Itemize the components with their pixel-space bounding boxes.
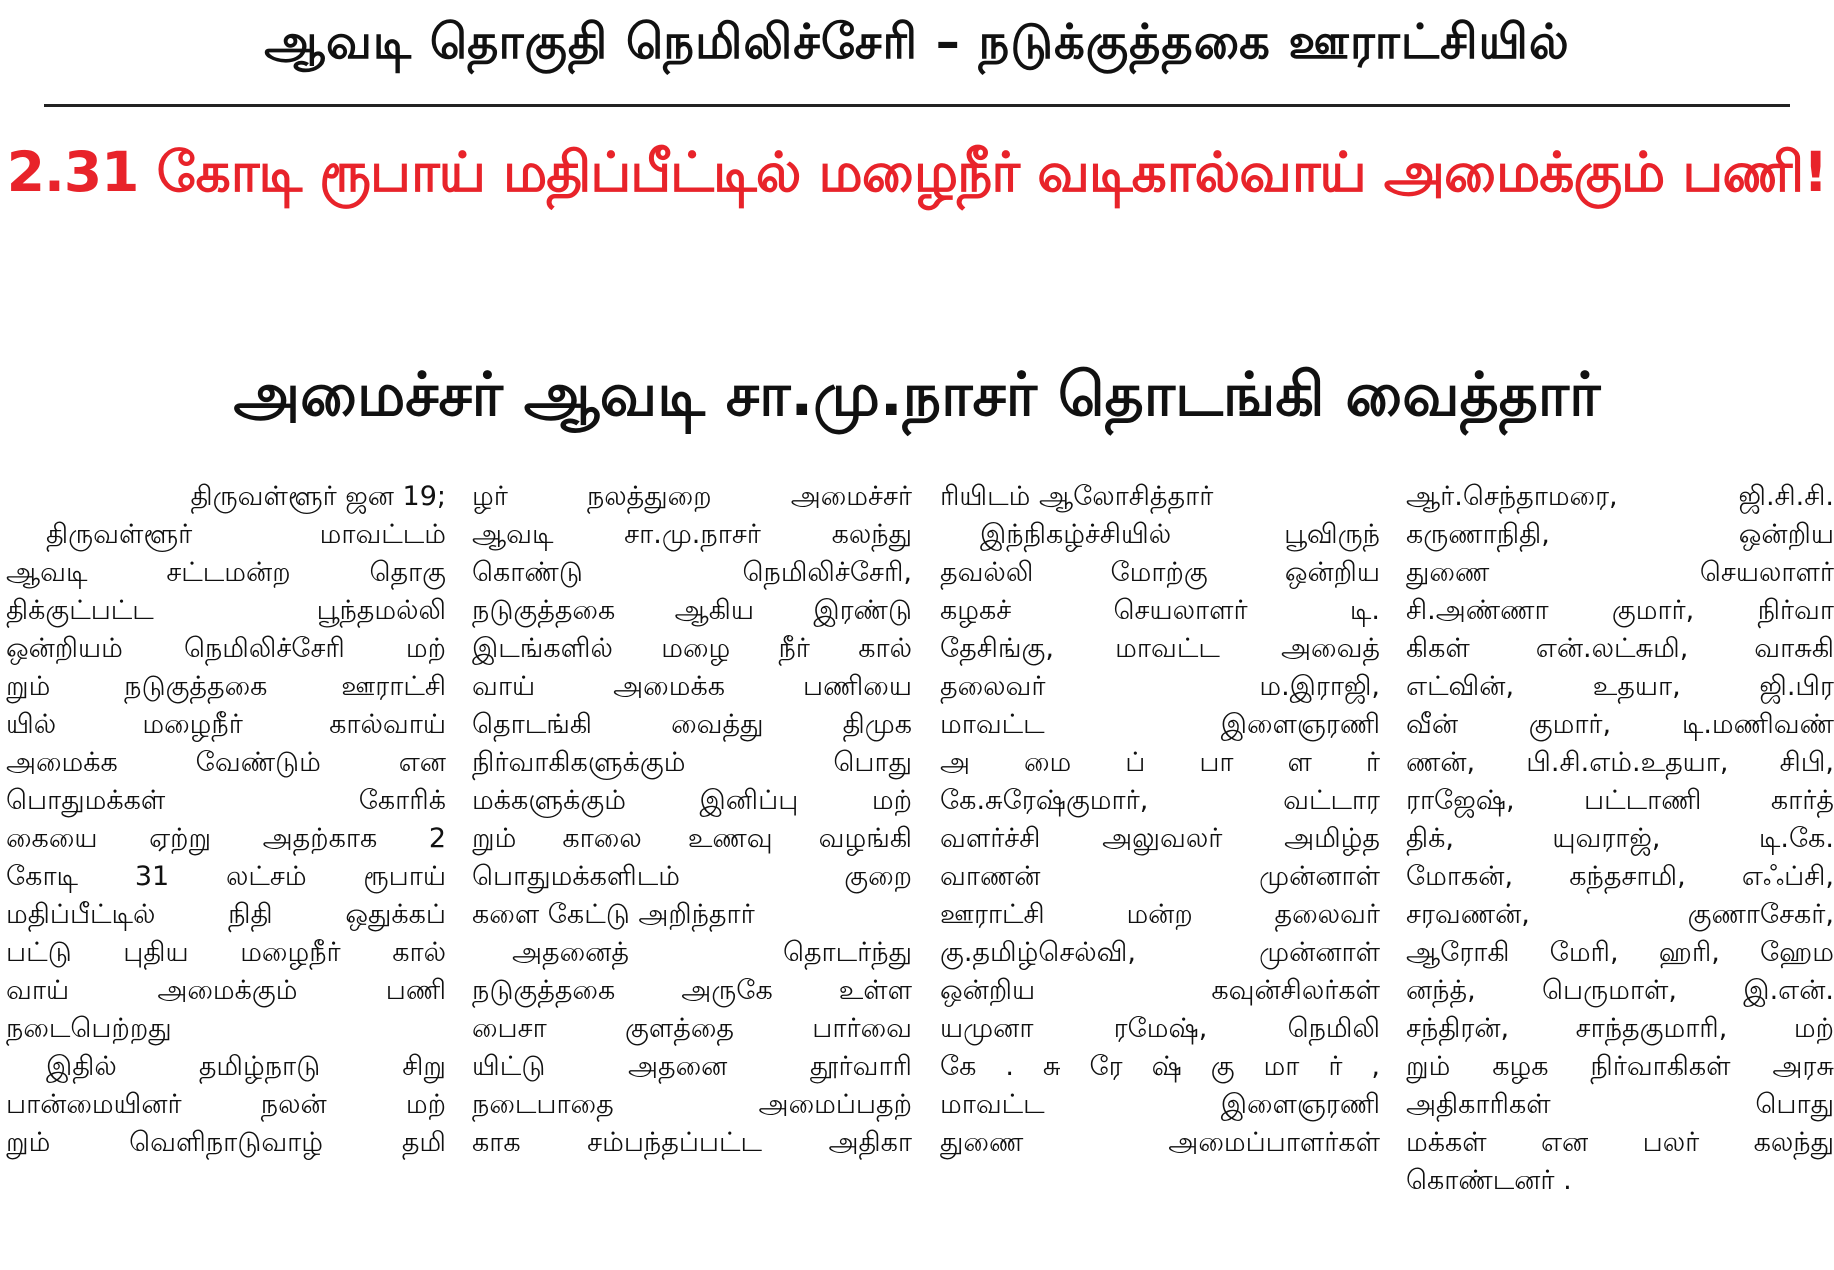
article-column-4 <box>1406 478 1834 1200</box>
text-line: பான்மையினர் நலன் மற் <box>6 1089 446 1120</box>
text-line: கழகச் செயலாளர் டி. <box>940 595 1380 626</box>
text-line: ஒன்றியம் நெமிலிச்சேரி மற் <box>6 633 446 664</box>
text-line: திக்குட்பட்ட பூந்தமல்லி <box>6 595 446 626</box>
text-line: தேசிங்கு, மாவட்ட அவைத் <box>940 633 1380 664</box>
text-line: வாணன் முன்னாள் <box>940 861 1380 892</box>
text-line: மக்கள் என பலர் கலந்து <box>1406 1127 1834 1158</box>
subheadline: அமைச்சர் ஆவடி சா.மு.நாசர் தொடங்கி வைத்தார் <box>233 360 1601 430</box>
text-line: னந்த், பெருமாள், இ.என். <box>1406 975 1834 1006</box>
text-line: யமுனா ரமேஷ், நெமிலி <box>940 1013 1380 1044</box>
text-line: யிட்டு அதனை தூர்வாரி <box>472 1051 912 1082</box>
text-line: சி.அண்ணா குமார், நிர்வா <box>1406 595 1834 626</box>
text-line: ஆவடி சட்டமன்ற தொகு <box>6 557 446 588</box>
text-line: நடுகுத்தகை அருகே உள்ள <box>472 975 912 1006</box>
text-line: வாய் அமைக்க பணியை <box>472 671 912 702</box>
text-line: தொடங்கி வைத்து திமுக <box>472 709 912 740</box>
headline: 2.31 கோடி ரூபாய் மதிப்பீட்டில் மழைநீர் வடிகால்வாய் அமைக்கும் பணி! <box>6 140 1828 204</box>
article-body <box>6 478 1834 1270</box>
text-line: கொண்டனர் . <box>1406 1165 1572 1196</box>
text-line: பொதுமக்களிடம் குறை <box>472 861 912 892</box>
text-line: எட்வின், உதயா, ஜி.பிர <box>1406 671 1834 702</box>
text-line: திருவள்ளூர் ஜன 19; <box>190 481 446 512</box>
text-line: ஒன்றிய கவுன்சிலர்கள் <box>940 975 1380 1006</box>
text-line: தலைவர் ம.இராஜி, <box>940 671 1380 702</box>
text-line: றும் நடுகுத்தகை ஊராட்சி <box>6 671 446 702</box>
article-column-1 <box>6 478 446 1162</box>
text-line: கோடி 31 லட்சம் ரூபாய் <box>6 861 446 892</box>
text-line: றும் வெளிநாடுவாழ் தமி <box>6 1127 446 1158</box>
heading-rule <box>44 104 1790 107</box>
text-line: கொண்டு நெமிலிச்சேரி, <box>472 557 912 588</box>
text-line: வாய் அமைக்கும் பணி <box>6 975 446 1006</box>
text-line: வளர்ச்சி அலுவலர் அமிழ்த <box>940 823 1380 854</box>
text-line: துணை செயலாளர் <box>1406 557 1834 588</box>
text-line: ஊராட்சி மன்ற தலைவர் <box>940 899 1380 930</box>
text-line: மக்களுக்கும் இனிப்பு மற் <box>472 785 912 816</box>
text-line: திருவள்ளூர் மாவட்டம் <box>46 519 446 550</box>
text-line: இந்நிகழ்ச்சியில் பூவிருந் <box>980 519 1380 550</box>
text-line: திக், யுவராஜ், டி.கே. <box>1406 823 1834 854</box>
text-line: பொதுமக்கள் கோரிக் <box>6 785 446 816</box>
text-line: பட்டு புதிய மழைநீர் கால் <box>6 937 446 968</box>
text-line: தவல்லி மோற்கு ஒன்றிய <box>940 557 1380 588</box>
text-line: ஆரோகி மேரி, ஹரி, ஹேம <box>1406 937 1834 968</box>
text-line: ராஜேஷ், பட்டாணி கார்த் <box>1406 785 1834 816</box>
text-line: களை கேட்டு அறிந்தார் <box>472 899 755 930</box>
kicker-heading: ஆவடி தொகுதி நெமிலிச்சேரி – நடுக்குத்தகை ஊராட்சியில் <box>264 14 1570 70</box>
text-line: றும் காலை உணவு வழங்கி <box>472 823 912 854</box>
article-column-3 <box>940 478 1380 1162</box>
text-line: ணன், பி.சி.எம்.உதயா, சிபி, <box>1406 747 1834 778</box>
text-line: ஆவடி சா.மு.நாசர் கலந்து <box>472 519 912 550</box>
text-line: அதனைத் தொடர்ந்து <box>512 937 912 968</box>
text-line: றும் கழக நிர்வாகிகள் அரசு <box>1406 1051 1834 1082</box>
text-line: மதிப்பீட்டில் நிதி ஒதுக்கப் <box>6 899 446 930</box>
article-column-2 <box>472 478 912 1162</box>
text-line: மாவட்ட இளைஞரணி <box>940 709 1380 740</box>
text-line: அமைக்க வேண்டும் என <box>6 747 446 778</box>
text-line: மாவட்ட இளைஞரணி <box>940 1089 1380 1120</box>
text-line: யில் மழைநீர் கால்வாய் <box>6 709 446 740</box>
text-line: கு.தமிழ்செல்வி, முன்னாள் <box>940 937 1380 968</box>
text-line: சந்திரன், சாந்தகுமாரி, மற் <box>1406 1013 1834 1044</box>
text-line: ஆர்.செந்தாமரை, ஜி.சி.சி. <box>1406 481 1834 512</box>
text-line: நிர்வாகிகளுக்கும் பொது <box>472 747 912 778</box>
text-line: கிகள் என்.லட்சுமி, வாசுகி <box>1406 633 1834 664</box>
text-line: நடுகுத்தகை ஆகிய இரண்டு <box>472 595 912 626</box>
text-line: காக சம்பந்தப்பட்ட அதிகா <box>472 1127 912 1158</box>
text-line: கே . சு ரே ஷ் கு மா ர் , <box>940 1051 1380 1082</box>
text-line: பைசா குளத்தை பார்வை <box>472 1013 912 1044</box>
text-line: சரவணன், குணாசேகர், <box>1406 899 1834 930</box>
text-line: அதிகாரிகள் பொது <box>1406 1089 1834 1120</box>
text-line: ழர் நலத்துறை அமைச்சர் <box>472 481 912 512</box>
text-line: நடைபாதை அமைப்பதற் <box>472 1089 912 1120</box>
text-line: கே.சுரேஷ்குமார், வட்டார <box>940 785 1380 816</box>
text-line: கையை ஏற்று அதற்காக 2 <box>6 823 446 854</box>
text-line: கருணாநிதி, ஒன்றிய <box>1406 519 1834 550</box>
text-line: இடங்களில் மழை நீர் கால் <box>472 633 912 664</box>
text-line: ரியிடம் ஆலோசித்தார் <box>940 481 1214 512</box>
text-line: இதில் தமிழ்நாடு சிறு <box>46 1051 446 1082</box>
text-line: துணை அமைப்பாளர்கள் <box>940 1127 1380 1158</box>
text-line: வீன் குமார், டி.மணிவண் <box>1406 709 1834 740</box>
text-line: நடைபெற்றது <box>6 1013 172 1044</box>
text-line: மோகன், கந்தசாமி, எஃப்சி, <box>1406 861 1834 892</box>
text-line: அ மை ப் பா ள ர் <box>940 747 1380 778</box>
